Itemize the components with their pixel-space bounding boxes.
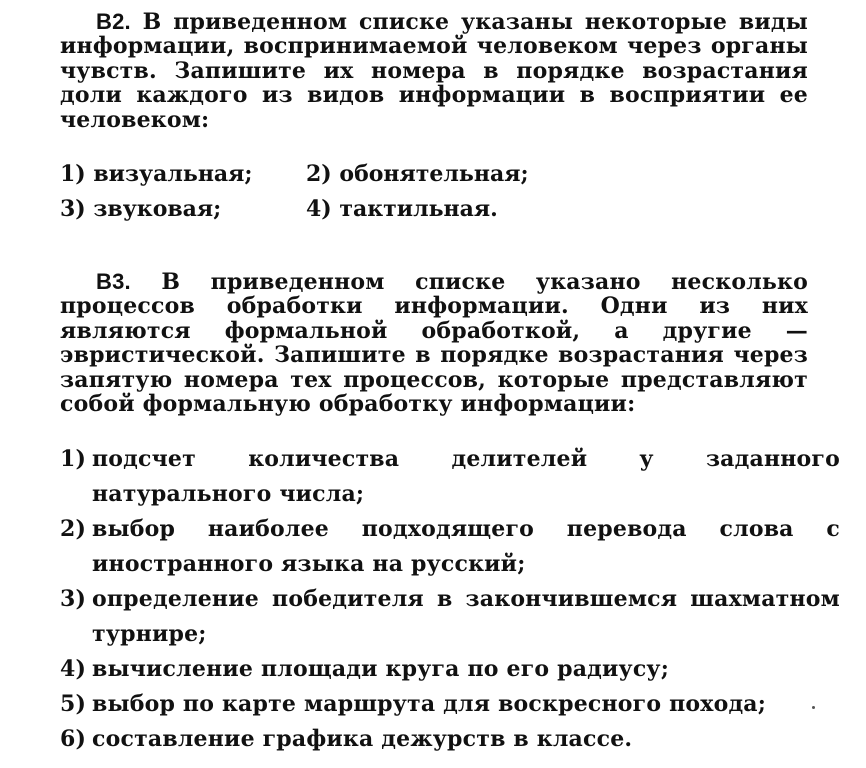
task-b2-text: В приведенном списке указаны некоторые виды информации, воспринимаемой человеком через органы чувств. Запишите их номера в порядке возрастания доли каждого из видов информации в восприятии ее человеком: bbox=[60, 9, 808, 133]
option-number: 3) bbox=[60, 196, 86, 222]
option-text: визуальная; bbox=[93, 161, 253, 187]
task-b3-text: В приведенном списке указано несколько процессов обработки информации. Одни из них являются формальной обработкой, а другие — эвристической. Запишите в порядке возрастания через запятую номера тех процессов, которые представляют собой формальную обработку информации: bbox=[60, 269, 808, 418]
task-b2-statement bbox=[60, 10, 808, 132]
task-b2-option-4 bbox=[306, 195, 498, 223]
task-b3-item-1 bbox=[60, 442, 840, 512]
task-b2-label: В2. bbox=[96, 9, 131, 34]
item-text: составление графика дежурств в классе. bbox=[92, 726, 633, 752]
task-b3-item-6 bbox=[60, 722, 840, 757]
option-number: 2) bbox=[306, 161, 332, 187]
option-text: звуковая; bbox=[93, 196, 222, 222]
item-text: определение победителя в закончившемся шахматном турнире; bbox=[92, 586, 840, 647]
task-b2-option-2 bbox=[306, 160, 529, 188]
option-number: 4) bbox=[306, 196, 332, 222]
item-text: вычисление площади круга по его радиусу; bbox=[92, 656, 670, 682]
option-text: обонятельная; bbox=[339, 161, 529, 187]
item-number: 4) bbox=[60, 656, 87, 682]
task-b3-item-4 bbox=[60, 652, 840, 687]
print-speck bbox=[812, 706, 815, 709]
task-b3-item-2 bbox=[60, 512, 840, 582]
item-text: выбор наиболее подходящего перевода слова с иностранного языка на русский; bbox=[92, 516, 840, 577]
task-b2-option-1 bbox=[60, 160, 253, 188]
item-text: выбор по карте маршрута для воскресного похода; bbox=[92, 691, 767, 717]
item-number: 1) bbox=[60, 446, 87, 472]
item-number: 2) bbox=[60, 516, 87, 542]
item-number: 6) bbox=[60, 726, 87, 752]
item-number: 3) bbox=[60, 586, 87, 612]
option-number: 1) bbox=[60, 161, 86, 187]
item-text: подсчет количества делителей у заданного натурального числа; bbox=[92, 446, 840, 507]
task-b3-label: В3. bbox=[96, 269, 131, 294]
task-b3-item-3 bbox=[60, 582, 840, 652]
task-b3-item-5 bbox=[60, 687, 840, 722]
task-b2-option-3 bbox=[60, 195, 221, 223]
task-b3-statement bbox=[60, 270, 808, 416]
option-text: тактильная. bbox=[339, 196, 498, 222]
item-number: 5) bbox=[60, 691, 87, 717]
